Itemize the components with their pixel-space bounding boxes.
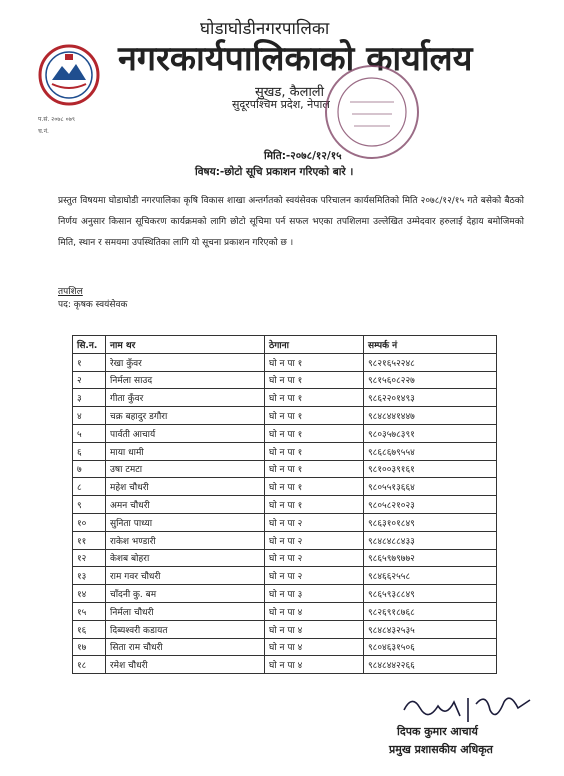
cell-serial: ७	[73, 460, 106, 478]
cell-contact: ९८०३५७८३९१	[364, 424, 497, 442]
table-header-row	[73, 336, 497, 354]
cell-address: घो न पा २	[265, 567, 364, 585]
table-row	[73, 585, 497, 603]
details-label: तपशिल	[58, 287, 83, 297]
column-header: सम्पर्क नं	[364, 336, 497, 354]
column-header: सि.न.	[73, 336, 106, 354]
cell-name: माया धामी	[106, 442, 265, 460]
cell-address: घो न पा १	[265, 460, 364, 478]
cell-contact: ९८४८४३२५३५	[364, 620, 497, 638]
cell-serial: ५	[73, 424, 106, 442]
cell-name: चाँदनी कु. बम	[106, 585, 265, 603]
cell-address: घो न पा १	[265, 389, 364, 407]
cell-contact: ९८६८६७९५५४	[364, 442, 497, 460]
cell-contact: ९८६२२०१४९३	[364, 389, 497, 407]
table-row	[73, 620, 497, 638]
cell-address: घो न पा ४	[265, 620, 364, 638]
cell-serial: ६	[73, 442, 106, 460]
table-row	[73, 567, 497, 585]
cell-name: महेश चौधरी	[106, 478, 265, 496]
cell-serial: ८	[73, 478, 106, 496]
cell-contact: ९८२१६५२२४८	[364, 353, 497, 371]
reference-block	[38, 114, 75, 138]
cell-address: घो न पा २	[265, 513, 364, 531]
cell-serial: ४	[73, 407, 106, 425]
cell-address: घो न पा १	[265, 353, 364, 371]
cell-address: घो न पा १	[265, 496, 364, 514]
table-row	[73, 424, 497, 442]
cell-serial: ९	[73, 496, 106, 514]
cell-contact: ९८६५९७९७७२	[364, 549, 497, 567]
cell-name: निर्मला चौधरी	[106, 602, 265, 620]
cell-serial: १४	[73, 585, 106, 603]
cell-contact: ९८१००३९१६१	[364, 460, 497, 478]
cell-serial: १५	[73, 602, 106, 620]
table-row	[73, 496, 497, 514]
table-row	[73, 478, 497, 496]
cell-name: निर्मला साउद	[106, 371, 265, 389]
cell-serial: १७	[73, 638, 106, 656]
notice-date: मिति:-२०७८/१२/१५	[264, 150, 342, 162]
table-row	[73, 371, 497, 389]
cell-contact: ९८१५६०८२२७	[364, 371, 497, 389]
office-stamp	[322, 62, 422, 162]
column-header: ठेगाना	[265, 336, 364, 354]
cell-serial: १२	[73, 549, 106, 567]
cell-serial: ३	[73, 389, 106, 407]
signatory-name: दिपक कुमार आचार्य	[397, 725, 478, 738]
cell-address: घो न पा २	[265, 549, 364, 567]
cell-name: दिब्यश्वरी कडायत	[106, 620, 265, 638]
reference-number: प.सं. २०७८ ०७९	[38, 116, 75, 123]
shortlist-table	[72, 335, 497, 674]
handwritten-signature	[398, 688, 538, 728]
table-row	[73, 460, 497, 478]
table-row	[73, 638, 497, 656]
cell-name: राम गवर चौधरी	[106, 567, 265, 585]
cell-serial: १३	[73, 567, 106, 585]
signatory-title: प्रमुख प्रशासकीय अधिकृत	[389, 743, 493, 756]
cell-name: उषा टमटा	[106, 460, 265, 478]
post-label: पद: कृषक स्वयंसेवक	[58, 300, 128, 310]
table-row	[73, 442, 497, 460]
cell-contact: ९८६३१०१८४९	[364, 513, 497, 531]
table-row	[73, 549, 497, 567]
cell-contact: ९८४८४८८४३३	[364, 531, 497, 549]
cell-name: अमन चौधरी	[106, 496, 265, 514]
table-row	[73, 513, 497, 531]
cell-address: घो न पा २	[265, 531, 364, 549]
cell-serial: १६	[73, 620, 106, 638]
cell-contact: ९८२६९१८७६८	[364, 602, 497, 620]
table-row	[73, 656, 497, 674]
cell-address: घो न पा १	[265, 478, 364, 496]
cell-name: रमेश चौधरी	[106, 656, 265, 674]
cell-serial: १८	[73, 656, 106, 674]
column-header: नाम थर	[106, 336, 265, 354]
cell-address: घो न पा १	[265, 371, 364, 389]
cell-name: सिता राम चौधरी	[106, 638, 265, 656]
table-row	[73, 531, 497, 549]
cell-name: चक्र बहादुर डगौरा	[106, 407, 265, 425]
cell-address: घो न पा ४	[265, 602, 364, 620]
cell-name: गीता कुँवर	[106, 389, 265, 407]
cell-serial: १०	[73, 513, 106, 531]
cell-address: घो न पा १	[265, 424, 364, 442]
office-title: नगरकार्यपालिकाको कार्यालय	[118, 39, 473, 79]
cell-address: घो न पा ४	[265, 656, 364, 674]
cell-contact: ९८४६६२५५८	[364, 567, 497, 585]
table-row	[73, 389, 497, 407]
office-province: सुदूरपश्चिम प्रदेश, नेपाल	[232, 98, 330, 111]
office-location: सुखड, कैलाली	[255, 85, 324, 100]
municipality-name: घोडाघोडीनगरपालिका	[200, 19, 330, 39]
cell-name: राकेश भण्डारी	[106, 531, 265, 549]
cell-contact: ९८४८४४१४४७	[364, 407, 497, 425]
cell-contact: ९८०५५१३६६४	[364, 478, 497, 496]
notice-subject: विषय:-छोटो सूचि प्रकाशन गरिएको बारे ।	[195, 166, 354, 178]
cell-name: सुनिता पाध्या	[106, 513, 265, 531]
cell-serial: ११	[73, 531, 106, 549]
cell-name: पार्वती आचार्य	[106, 424, 265, 442]
cell-address: घो न पा ४	[265, 638, 364, 656]
table-row	[73, 602, 497, 620]
cell-contact: ९८६५९३८८४९	[364, 585, 497, 603]
cell-serial: १	[73, 353, 106, 371]
cell-address: घो न पा १	[265, 442, 364, 460]
cell-name: केशब बोहरा	[106, 549, 265, 567]
cell-contact: ९८०४६३१५०६	[364, 638, 497, 656]
cell-address: घो न पा ३	[265, 585, 364, 603]
table-row	[73, 407, 497, 425]
dispatch-number: च.नं.	[38, 128, 49, 135]
cell-contact: ९८४८४४२२६६	[364, 656, 497, 674]
municipality-emblem	[38, 44, 100, 106]
notice-body: प्रस्तुत विषयमा घोडाघोडी नगरपालिका कृषि विकास शाखा अन्तर्गतको स्वयंसेवक परिचालन कार्यसमितिको मिति २०७८/१२/१५ गते बसेको बैठको निर्णय अनुसार किसान सूचिकरण कार्यक्रमको लागि छोटो सूचिमा पर्न सफल भएका तपशिलमा उल्लेखित उम्मेदवार हरुलाई देहाय बमोजिमको मिति, स्थान र समयमा उपस्थितिका लागि यो सूचना प्रकाशन गरिएको छ ।	[58, 196, 524, 248]
cell-serial: २	[73, 371, 106, 389]
cell-name: रेखा कुँवर	[106, 353, 265, 371]
cell-address: घो न पा १	[265, 407, 364, 425]
cell-contact: ९८०५८२१०२३	[364, 496, 497, 514]
table-row	[73, 353, 497, 371]
